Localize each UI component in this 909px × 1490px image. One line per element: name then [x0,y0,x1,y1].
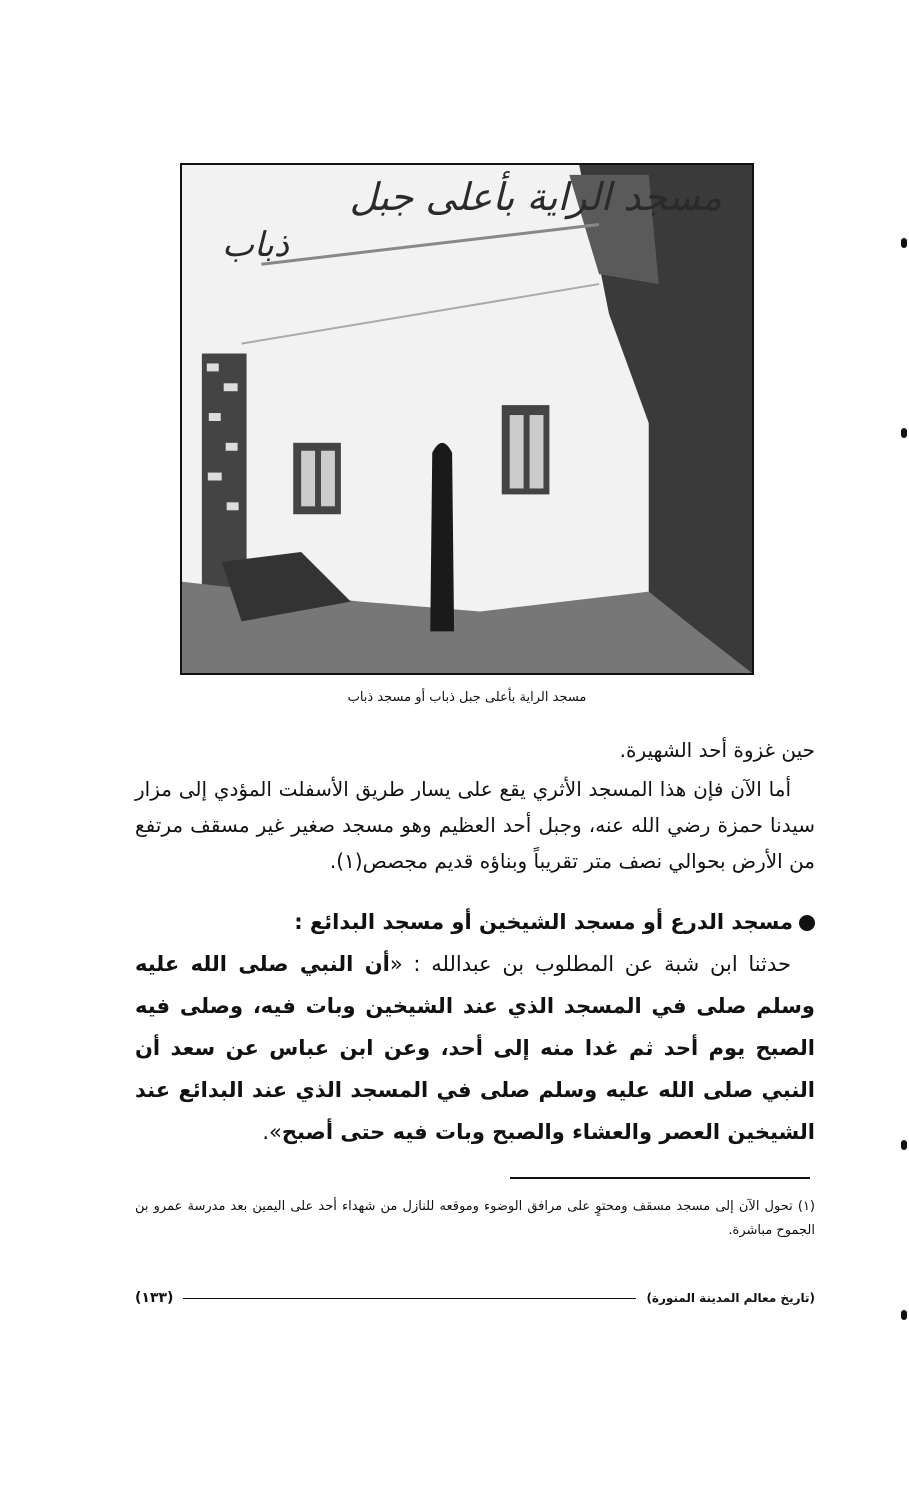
scan-edge-mark [901,428,907,438]
section-heading-text: مسجد الدرع أو مسجد الشيخين أو مسجد البدائع : [294,910,793,934]
page-number: (١٣٣) [135,1290,174,1306]
mosque-photo [180,163,754,675]
page-footer [135,1290,815,1306]
scan-edge-mark [901,1140,907,1150]
photo-caption: مسجد الراية بأعلى جبل ذباب أو مسجد ذباب [347,690,587,705]
footer-line [183,1298,636,1299]
paragraph-1: حين غزوة أحد الشهيرة. [619,738,815,762]
paragraph-3-intro: حدثنا ابن شبة عن المطلوب بن عبدالله : « [389,952,791,976]
footnote: (١) تحول الآن إلى مسجد مسقف ومحتوٍ على مرافق الوضوء وموقعه للنازل من شهداء أحد على اليمين بعد مدرسة عمرو بن الجموح مباشرة. [135,1199,815,1238]
bullet-icon [799,915,815,931]
book-title: (تاريخ معالم المدينة المنورة) [646,1291,815,1305]
section-heading [135,905,815,939]
paragraph-3-quote: أن النبي صلى الله عليه وسلم صلى في المسجد الذي عند الشيخين وبات فيه، وصلى فيه الصبح يوم أحد ثم غدا منه إلى أحد، وعن ابن عباس عن سعد أن النبي صلى الله عليه وسلم صلى في المسجد الذي عند البدائع عند الشيخين العصر والعشاء والصبح وبات فيه حتى أصبح [135,952,815,1144]
footnote-divider [510,1177,810,1179]
handwritten-inscription: مسجد الراية بأعلى جبل [349,175,722,219]
scan-edge-mark [901,238,907,248]
scan-edge-mark [901,1310,907,1320]
paragraph-3 [135,943,815,1153]
handwritten-inscription-2: ذباب [222,225,289,265]
paragraph-3-close: ». [262,1120,282,1144]
paragraph-2: أما الآن فإن هذا المسجد الأثري يقع على يسار طريق الأسفلت المؤدي إلى مزار سيدنا حمزة رضي الله عنه، وجبل أحد العظيم وهو مسجد صغير غير مسقف مرتفع من الأرض بحوالي نصف متر تقريباً وبناؤه قديم مجصص(١). [135,777,815,873]
